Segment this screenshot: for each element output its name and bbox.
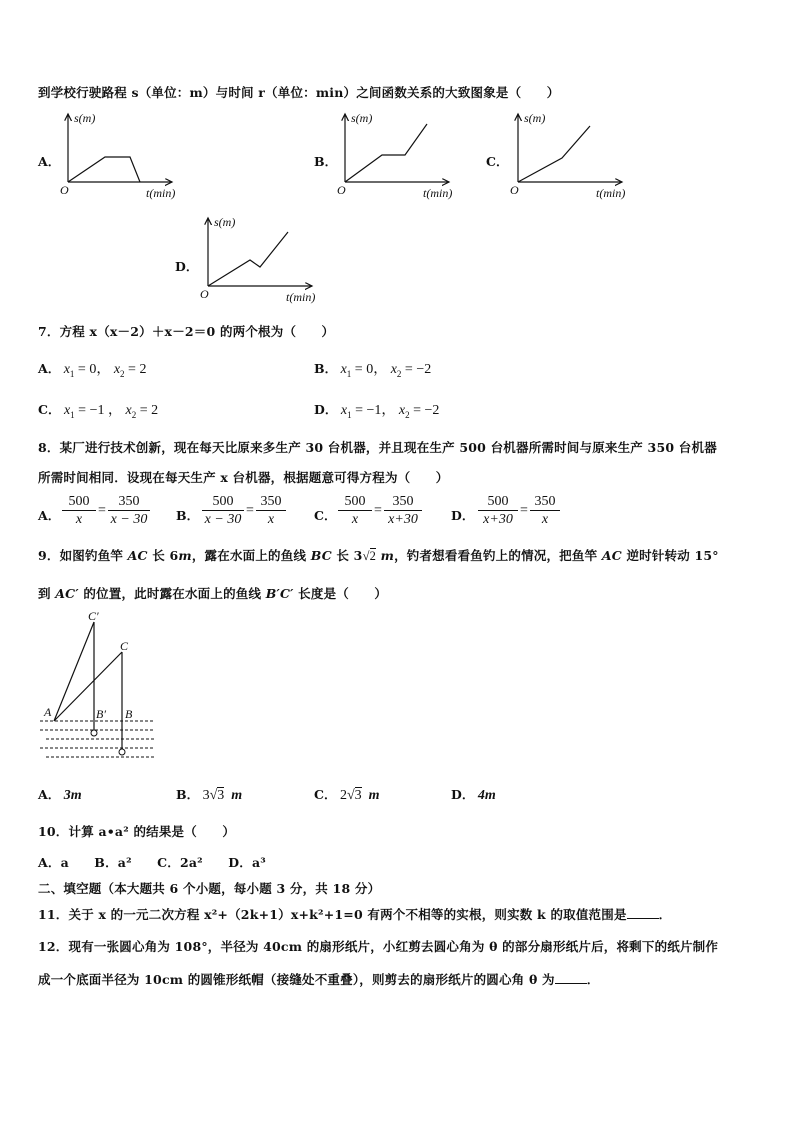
q8-d-eq: = — [520, 503, 528, 518]
q9-fishing-diagram — [36, 606, 166, 766]
q9-label-bp: B′ — [96, 707, 106, 721]
graph-a-y-label: s(m) — [74, 111, 96, 125]
graph-a — [60, 110, 190, 202]
q9-label-cp: C′ — [88, 609, 99, 623]
q6-stem: 到学校行驶路程 s（单位：m）与时间 r（单位：min）之间函数关系的大致图象是（ ） — [38, 85, 560, 100]
graph-b-origin: O — [337, 183, 346, 197]
q8-c-eq: = — [374, 503, 382, 518]
graph-a-origin: O — [60, 183, 69, 197]
q7-option-a: A． $x_1 = 0$， $x_2 = 2$ — [38, 361, 147, 379]
graph-d-y-label: s(m) — [214, 215, 236, 229]
q8-a-eq: = — [98, 503, 106, 518]
q9-option-c: C． 2√3 m — [314, 787, 380, 803]
section-fill-in-heading: 二、填空题（本大题共 6 个小题，每小题 3 分，共 18 分） — [38, 881, 381, 896]
q8-d-frac2: 350 x — [530, 494, 560, 527]
q8-option-a-label: A． — [38, 508, 61, 523]
q8-a-frac2: 350 x − 30 — [108, 494, 150, 527]
q9-stem-line2: 到 AC′ 的位置，此时露在水面上的鱼线 B′C′ 长度是（ ） — [38, 586, 388, 601]
graph-c-x-label: t(min) — [596, 186, 626, 200]
q8-c-frac1: 500 x — [338, 494, 372, 527]
q11-stem: 11．关于 x 的一元二次方程 x²+（2k+1）x+k²+1=0 有两个不相等的实根，则实数 k 的取值范围是 ． — [38, 907, 672, 922]
q8-c-frac2: 350 x+30 — [384, 494, 422, 527]
graph-b — [337, 110, 467, 202]
q8-b-frac1: 500 x − 30 — [202, 494, 244, 527]
q12-answer-blank[interactable] — [555, 971, 587, 984]
graph-b-y-label: s(m) — [351, 111, 373, 125]
graph-c-y-label: s(m) — [524, 111, 546, 125]
q8-option-c-label: C． — [314, 508, 337, 523]
q8-b-eq: = — [246, 503, 254, 518]
q8-option-d-label: D． — [451, 508, 475, 523]
graph-c-origin: O — [510, 183, 519, 197]
q10-stem: 10．计算 a•a² 的结果是（ ） — [38, 824, 236, 839]
q9-option-d: D． 4m — [451, 787, 496, 803]
graph-d-x-label: t(min) — [286, 290, 316, 304]
q11-answer-blank[interactable] — [627, 906, 659, 919]
q8-option-b-label: B． — [176, 508, 200, 523]
q9-label-c: C — [120, 639, 129, 653]
q9-label-a: A — [44, 705, 52, 719]
q9-option-b: B． 3√3 m — [176, 787, 243, 803]
q9-label-b: B — [125, 707, 133, 721]
q6-option-c-label: C． — [486, 154, 509, 169]
q7-option-b: B． $x_1 = 0$， $x_2 = -2$ — [314, 361, 432, 379]
q7-option-d: D． $x_1 = -1$， $x_2 = -2$ — [314, 402, 440, 420]
q9-option-a: A． 3m — [38, 787, 82, 803]
q8-b-frac2: 350 x — [256, 494, 286, 527]
q6-option-d-label: D． — [175, 259, 199, 274]
q7-stem: 7．方程 x（x－2）＋x－2＝0 的两个根为（ ） — [38, 324, 335, 339]
q12-stem-line2: 成一个底面半径为 10cm 的圆锥形纸帽（接缝处不重叠），则剪去的扇形纸片的圆心角 θ 为 ． — [38, 972, 600, 987]
q9-stem-line1: 9．如图钓鱼竿 AC 长 6m，露在水面上的鱼线 BC 长 3√2 m，钓者想看看鱼钓上的情况，把鱼竿 AC 逆时针转动 15° — [38, 548, 719, 563]
graph-d-origin: O — [200, 287, 209, 301]
q6-option-b-label: B． — [314, 154, 338, 169]
q8-stem-line1: 8．某厂进行技术创新，现在每天比原来多生产 30 台机器，并且现在生产 500 台机器所需时间与原来生产 350 台机器 — [38, 440, 717, 455]
q8-a-frac1: 500 x — [62, 494, 96, 527]
graph-b-x-label: t(min) — [423, 186, 453, 200]
q8-d-frac1: 500 x+30 — [478, 494, 518, 527]
q10-options: A．a B．a² C．2a² D．a³ — [38, 855, 266, 870]
q7-option-c: C． $x_1 = -1$ ， $x_2 = 2$ — [38, 402, 159, 420]
graph-c — [510, 110, 640, 202]
q8-stem-line2: 所需时间相同．设现在每天生产 x 台机器，根据题意可得方程为（ ） — [38, 470, 449, 485]
graph-a-x-label: t(min) — [146, 186, 176, 200]
graph-d — [200, 214, 330, 306]
q6-option-a-label: A． — [38, 154, 61, 169]
q12-stem-line1: 12．现有一张圆心角为 108°，半径为 40cm 的扇形纸片，小红剪去圆心角为 θ 的部分扇形纸片后，将剩下的纸片制作 — [38, 939, 719, 954]
